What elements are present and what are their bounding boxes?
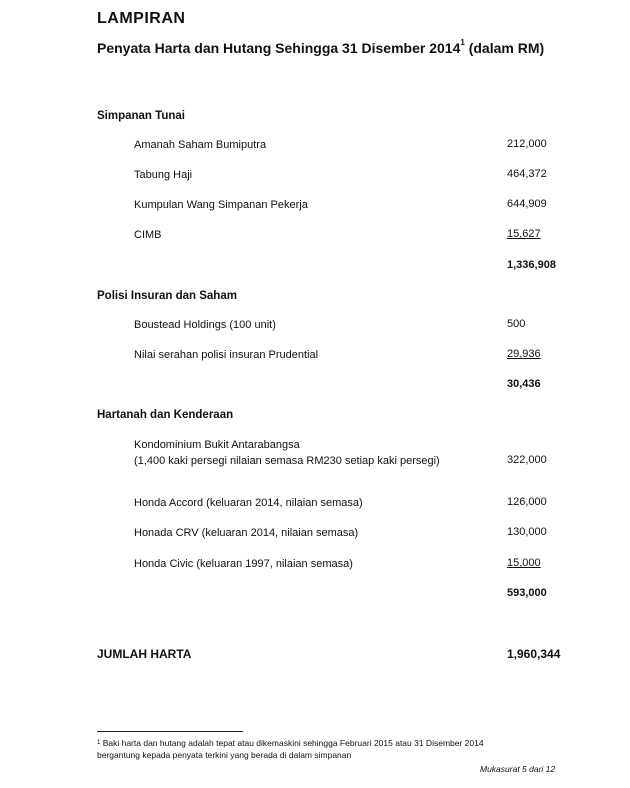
grand-total-label: JUMLAH HARTA <box>97 647 192 661</box>
item-label: Amanah Saham Bumiputra <box>134 139 267 151</box>
footnote-ref: 1 <box>460 38 465 47</box>
footnote-divider <box>97 731 243 732</box>
section-heading-polisi: Polisi Insuran dan Saham <box>97 290 237 302</box>
item-label: CIMB <box>134 229 162 241</box>
document-subtitle <box>97 40 544 56</box>
footnote <box>97 737 537 761</box>
item-value: 322,000 <box>507 454 547 466</box>
section-heading-hartanah: Hartanah dan Kenderaan <box>97 409 234 421</box>
item-label: Kondominium Bukit Antarabangsa <box>134 439 300 451</box>
item-label: Honda Accord (keluaran 2014, nilaian semasa) <box>134 497 363 509</box>
item-label: Tabung Haji <box>134 169 193 181</box>
document-title: LAMPIRAN <box>97 10 186 27</box>
page-number: Mukasurat 5 dari 12 <box>480 764 556 774</box>
item-label: Honada CRV (keluaran 2014, nilaian semasa) <box>134 527 359 539</box>
subtitle-suffix: (dalam RM) <box>464 40 545 56</box>
subtitle-text: Penyata Harta dan Hutang Sehingga 31 Disember 2014 <box>97 40 461 56</box>
item-value: 464,372 <box>507 168 547 180</box>
item-label: Kumpulan Wang Simpanan Pekerja <box>134 199 308 211</box>
item-value: 29,936 <box>507 348 541 360</box>
item-value: 126,000 <box>507 496 547 508</box>
item-label: Boustead Holdings (100 unit) <box>134 319 276 331</box>
footnote-line-1: $^1$ Baki harta dan hutang adalah tepat atau dikemaskini sehingga Februari 2015 atau 31 Disember 2014 <box>97 738 484 748</box>
grand-total-value: 1,960,344 <box>507 647 561 661</box>
footnote-marker: 1 <box>97 740 101 746</box>
section-total: 30,436 <box>507 378 541 390</box>
section-total: 1,336,908 <box>507 259 556 271</box>
item-sublabel: (1,400 kaki persegi nilaian semasa RM230 setiap kaki persegi) <box>134 455 440 467</box>
item-label: Honda Civic (keluaran 1997, nilaian semasa) <box>134 558 353 570</box>
section-total: 593,000 <box>507 587 547 599</box>
section-heading-simpanan: Simpanan Tunai <box>97 110 185 122</box>
item-value: 130,000 <box>507 526 547 538</box>
item-value: 644,909 <box>507 198 547 210</box>
item-value: 500 <box>507 318 526 330</box>
item-value: 15,000 <box>507 557 541 569</box>
item-value: 15,627 <box>507 228 541 240</box>
footnote-line-2: bergantung kepada penyata terkini yang berada di dalam simpanan <box>97 750 352 760</box>
item-label: Nilai serahan polisi insuran Prudential <box>134 349 319 361</box>
item-value: 212,000 <box>507 138 547 150</box>
